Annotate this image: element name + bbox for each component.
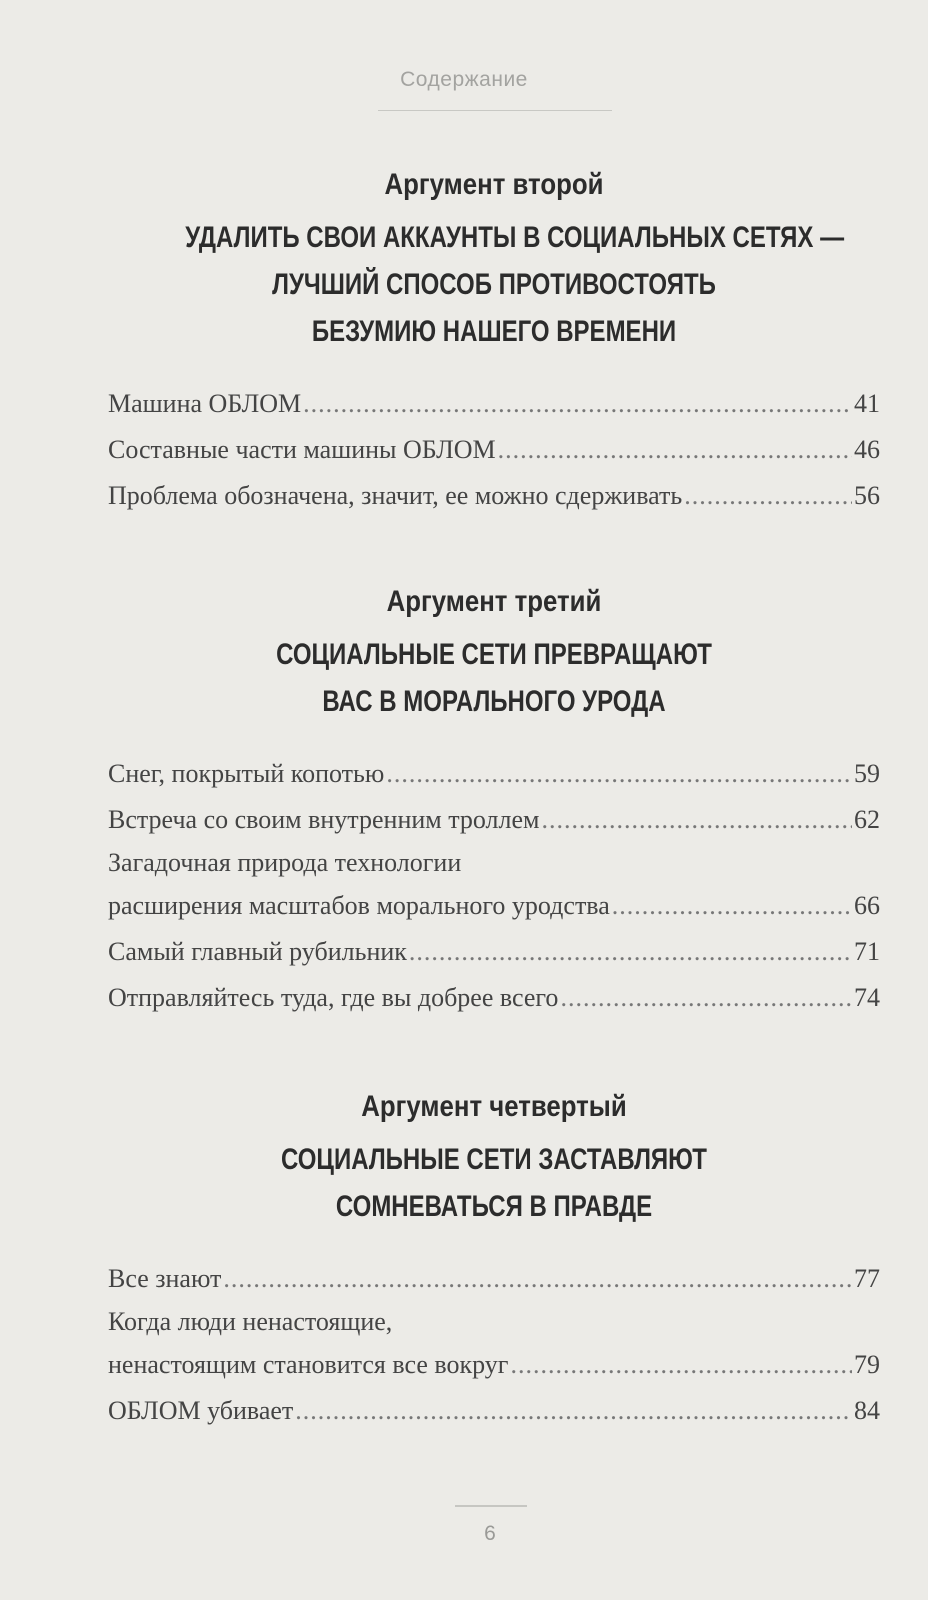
section-title [185,214,845,355]
toc-entry-page: 59 [854,759,880,788]
toc-entry-page: 62 [854,805,880,834]
toc-entry-page: 41 [854,389,880,418]
toc-entry-title: Машина ОБЛОМ [108,389,302,418]
toc-entry[interactable] [108,427,880,473]
toc-entry[interactable] [108,1256,880,1302]
page-number: 6 [484,1522,496,1545]
toc-entry-title: Составные части машины ОБЛОМ [108,435,496,464]
toc-entry-title: расширения масштабов морального уродства [108,891,610,920]
toc-entry[interactable] [108,975,880,1021]
toc-leader-dots [409,929,852,975]
toc-entry-title: ОБЛОМ убивает [108,1396,294,1425]
toc-entry-page: 84 [854,1396,880,1425]
toc-leader-dots [223,1256,852,1302]
toc-entry[interactable] [108,751,880,797]
toc-leader-dots [498,427,852,473]
section-title-line: СОМНЕВАТЬСЯ В ПРАВДЕ [335,1190,653,1223]
section-title-line: ВАС В МОРАЛЬНОГО УРОДА [322,685,666,718]
toc-entry-title-first-line: Когда люди ненастоящие, [108,1307,393,1336]
toc-entry-page: 79 [854,1350,880,1379]
toc-entry-title: Все знают [108,1264,222,1293]
section-argument-four [108,1090,880,1434]
running-header: Содержание [400,68,528,91]
section-title-line: ЛУЧШИЙ СПОСОБ ПРОТИВОСТОЯТЬ [272,268,716,301]
toc-entry-title: Снег, покрытый копотью [108,759,385,788]
toc-entry-page: 71 [854,937,880,966]
toc-leader-dots [612,883,852,929]
toc-entry-title: ненастоящим становится все вокруг [108,1350,509,1379]
toc-list [108,381,880,519]
toc-entry[interactable] [108,1302,880,1388]
toc-entry-title-first-line: Загадочная природа технологии [108,848,462,877]
toc-leader-dots [386,751,852,797]
section-argument-three [108,585,880,1021]
section-argument-two [108,168,880,519]
footer-divider [455,1505,527,1507]
toc-entry-title: Самый главный рубильник [108,937,407,966]
toc-leader-dots [303,381,852,427]
toc-entry-page: 56 [854,481,880,510]
toc-leader-dots [510,1342,852,1388]
section-title-line: СОЦИАЛЬНЫЕ СЕТИ ПРЕВРАЩАЮТ [276,638,712,671]
toc-leader-dots [684,473,852,519]
toc-entry[interactable] [108,797,880,843]
toc-entry-title: Отправляйтесь туда, где вы добрее всего [108,983,559,1012]
section-title [185,1136,803,1230]
toc-list [108,751,880,1021]
section-label: Аргумент третий [386,585,602,618]
section-title-line: УДАЛИТЬ СВОИ АККАУНТЫ В СОЦИАЛЬНЫХ СЕТЯХ — [185,221,845,254]
toc-entry-title: Проблема обозначена, значит, ее можно сдерживать [108,481,683,510]
toc-entry-page: 46 [854,435,880,464]
toc-entry[interactable] [108,843,880,929]
toc-list [108,1256,880,1434]
section-label: Аргумент второй [384,168,604,201]
section-label: Аргумент четвертый [361,1090,627,1123]
toc-entry-title: Встреча со своим внутренним троллем [108,805,540,834]
toc-entry-page: 77 [854,1264,880,1293]
section-title [185,631,803,725]
toc-entry[interactable] [108,929,880,975]
toc-entry[interactable] [108,473,880,519]
section-title-line: БЕЗУМИЮ НАШЕГО ВРЕМЕНИ [311,315,677,348]
toc-leader-dots [295,1388,852,1434]
toc-entry[interactable] [108,1388,880,1434]
toc-leader-dots [542,797,852,843]
toc-entry-page: 74 [854,983,880,1012]
section-title-line: СОЦИАЛЬНЫЕ СЕТИ ЗАСТАВЛЯЮТ [281,1143,707,1176]
toc-entry[interactable] [108,381,880,427]
toc-leader-dots [560,975,852,1021]
toc-entry-page: 66 [854,891,880,920]
header-divider [378,110,612,111]
